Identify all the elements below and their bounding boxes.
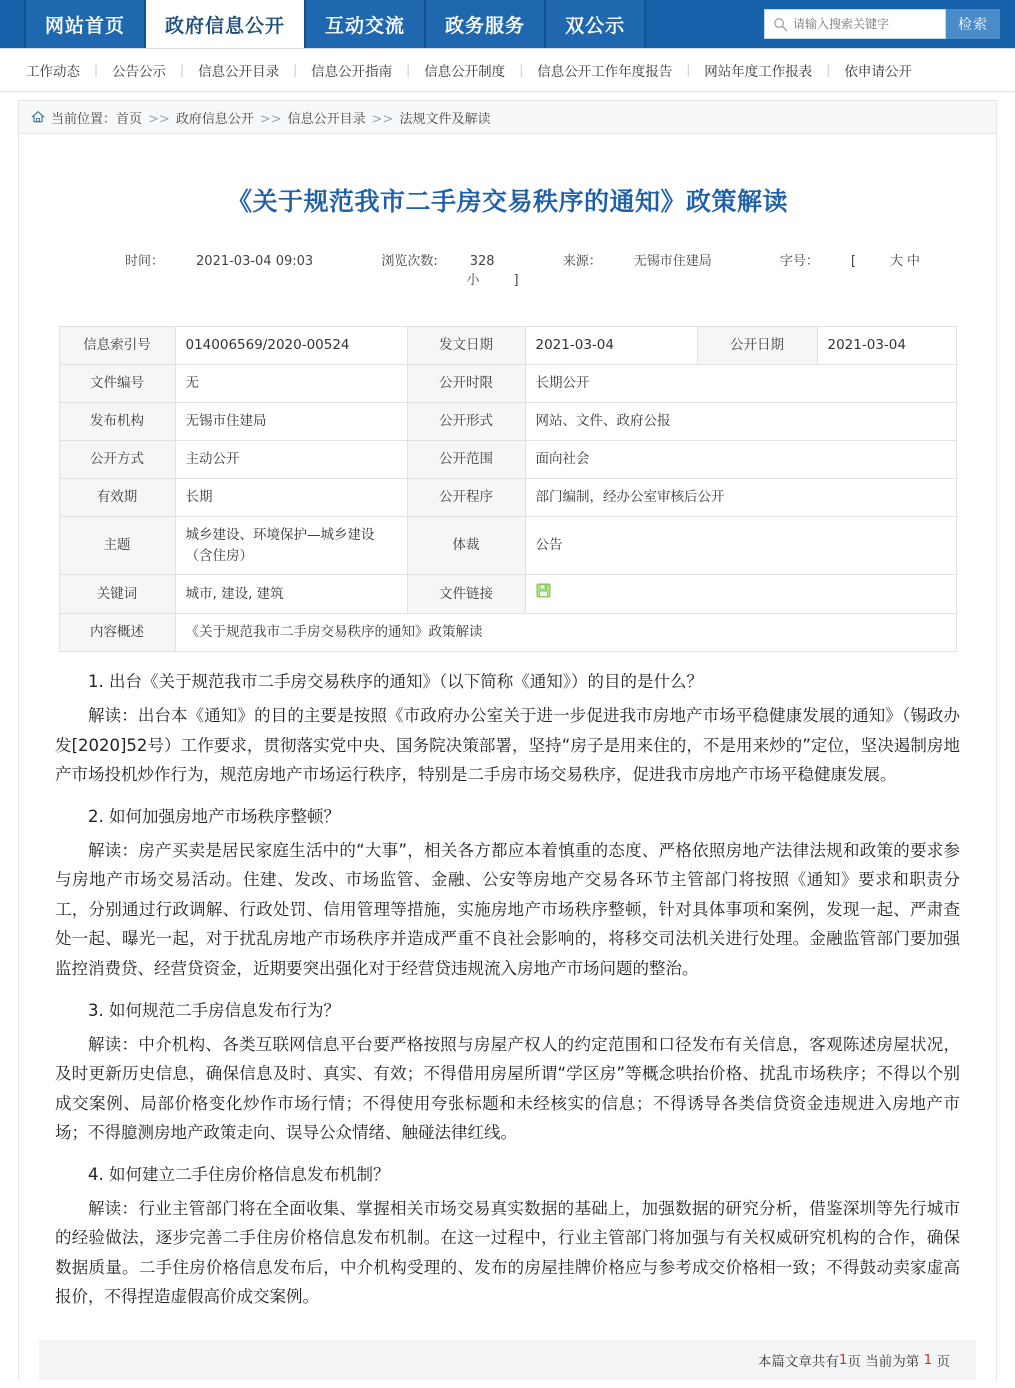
table-label-cell: 公开时限	[407, 364, 525, 402]
pager-prefix: 本篇文章共有	[757, 1353, 839, 1370]
font-size-bracket-open: [	[850, 254, 856, 269]
table-label-cell: 发布机构	[59, 402, 175, 440]
pager-current: 1	[923, 1351, 933, 1368]
breadcrumb-item-3[interactable]: 法规文件及解读	[399, 111, 491, 127]
subnav-item-4[interactable]: 信息公开制度	[424, 64, 506, 80]
table-value-cell: 城乡建设、环境保护—城乡建设（含住房）	[175, 516, 407, 575]
article-meta	[55, 250, 960, 288]
table-label-cell: 公开形式	[407, 402, 525, 440]
subnav-item-5[interactable]: 信息公开工作年度报告	[537, 64, 673, 80]
font-size-bracket-close: ]	[513, 273, 519, 288]
font-size-label: 字号：	[779, 254, 819, 269]
table-value-cell: 无	[175, 364, 407, 402]
font-size-option-小[interactable]: 小	[466, 273, 480, 288]
breadcrumb-prefix: 当前位置：	[51, 111, 117, 127]
subnav-separator: |	[180, 63, 185, 77]
floppy-disk-icon[interactable]	[536, 583, 551, 605]
table-label-cell: 公开日期	[697, 327, 817, 365]
subnav-separator: |	[686, 63, 691, 77]
table-value-cell: 2021-03-04	[817, 327, 956, 365]
meta-source-label: 来源：	[562, 254, 602, 269]
content-answer: 解读：出台本《通知》的目的主要是按照《市政府办公室关于进一步促进我市房地产市场平稳健康发展的通知》（锡政办发[2020]52号）工作要求，贯彻落实党中央、国务院决策部署，坚持“房子是用来住的，不是用来炒的”定位，坚决遏制房地产市场投机炒作行为，规范房地产市场运行秩序，特别是二手房市场交易秩序，促进我市房地产市场平稳健康发展。	[55, 706, 960, 784]
document-info-table	[59, 326, 957, 652]
pager-suffix: 页	[936, 1353, 950, 1370]
site-search	[764, 9, 1000, 39]
subnav-separator: |	[826, 63, 831, 77]
meta-views-label: 浏览次数:	[381, 254, 438, 269]
meta-source	[547, 254, 728, 269]
table-value-cell: 014006569/2020-00524	[175, 327, 407, 365]
table-label-cell: 关键词	[59, 575, 175, 614]
subnav-item-0[interactable]: 工作动态	[26, 64, 80, 80]
page-content-frame	[18, 100, 997, 1380]
table-label-cell: 公开程序	[407, 478, 525, 516]
subnav-separator: |	[293, 63, 298, 77]
content-question: 3. 如何规范二手房信息发布行为？	[88, 1000, 340, 1020]
meta-views-value: 328	[469, 254, 495, 269]
nav-item-2[interactable]: 互动交流	[306, 0, 426, 48]
subnav-separator: |	[94, 63, 99, 77]
table-value-cell: 公告	[525, 516, 956, 575]
subnav-item-6[interactable]: 网站年度工作报表	[704, 64, 813, 80]
table-value-cell: 长期公开	[525, 364, 956, 402]
table-row	[59, 575, 956, 614]
meta-source-value: 无锡市住建局	[633, 254, 712, 269]
breadcrumb-item-0[interactable]: 首页	[116, 111, 143, 127]
content-question: 1. 出台《关于规范我市二手房交易秩序的通知》（以下简称《通知》）的目的是什么？	[88, 672, 703, 692]
search-input[interactable]	[791, 17, 945, 31]
pager-mid: 页 当前为第	[847, 1353, 920, 1370]
table-value-cell: 面向社会	[525, 440, 956, 478]
secondary-navigation-bar	[0, 49, 1015, 92]
nav-item-4[interactable]: 双公示	[546, 0, 646, 48]
table-label-cell: 主题	[59, 516, 175, 575]
meta-time-value: 2021-03-04 09:03	[196, 254, 314, 269]
content-answer: 解读：行业主管部门将在全面收集、掌握相关市场交易真实数据的基础上，加强数据的研究分析，借鉴深圳等先行城市的经验做法，逐步完善二手住房价格信息发布机制。在这一过程中，行业主管部门将加强与有关权威研究机构的合作，确保数据质量。二手住房价格信息发布后，中介机构受理的、发布的房屋挂牌价格应与参考成交价格相一致；不得鼓动卖家虚高报价，不得捏造虚假高价成交案例。	[55, 1199, 960, 1307]
nav-item-3[interactable]: 政务服务	[426, 0, 546, 48]
table-value-cell: 长期	[175, 478, 407, 516]
article	[19, 182, 996, 1312]
nav-item-1[interactable]: 政府信息公开	[146, 0, 306, 48]
table-label-cell: 有效期	[59, 478, 175, 516]
table-value-cell: 主动公开	[175, 440, 407, 478]
table-row	[59, 364, 956, 402]
table-file-link-cell[interactable]	[525, 575, 956, 614]
content-answer: 解读：房产买卖是居民家庭生活中的“大事”，相关各方都应本着慎重的态度、严格依照房地产法律法规和政策的要求参与房地产市场交易活动。住建、发改、市场监管、金融、公安等房地产交易各环节主管部门将按照《通知》要求和职责分工，分别通过行政调解、行政处罚、信用管理等措施，实施房地产市场秩序整顿，针对具体事项和案例，发现一起、严肃查处一起、曝光一起，对于扰乱房地产市场秩序并造成严重不良社会影响的，将移交司法机关进行处理。金融监管部门要加强监控消费贷、经营贷资金，近期要突出强化对于经营贷违规流入房地产市场问题的整治。	[55, 841, 960, 978]
table-label-cell: 发文日期	[407, 327, 525, 365]
breadcrumb-separator: >>	[259, 111, 282, 127]
subnav-separator: |	[406, 63, 411, 77]
subnav-item-1[interactable]: 公告公示	[112, 64, 167, 80]
breadcrumb-separator: >>	[371, 111, 394, 127]
table-label-cell: 信息索引号	[59, 327, 175, 365]
table-value-cell: 《关于规范我市二手房交易秩序的通知》政策解读	[175, 614, 956, 652]
search-submit-button[interactable]: 检索	[946, 9, 1000, 39]
font-size-option-中[interactable]: 中	[906, 254, 920, 269]
table-label-cell: 文件链接	[407, 575, 525, 614]
font-size-option-大[interactable]: 大	[889, 254, 903, 269]
pager-total: 1	[838, 1351, 848, 1368]
top-navigation-bar	[0, 0, 1015, 49]
table-value-cell: 无锡市住建局	[175, 402, 407, 440]
breadcrumb-items	[116, 108, 490, 127]
table-label-cell: 内容概述	[59, 614, 175, 652]
breadcrumb-item-1[interactable]: 政府信息公开	[175, 111, 254, 127]
table-label-cell: 体裁	[407, 516, 525, 575]
breadcrumb	[19, 101, 996, 134]
table-row	[59, 478, 956, 516]
table-row	[59, 614, 956, 652]
subnav-item-3[interactable]: 信息公开指南	[311, 64, 393, 80]
table-value-cell: 城市, 建设, 建筑	[175, 575, 407, 614]
subnav-separator: |	[519, 63, 524, 77]
table-label-cell: 文件编号	[59, 364, 175, 402]
article-body	[55, 668, 960, 1311]
table-row	[59, 516, 956, 575]
subnav-item-7[interactable]: 依申请公开	[844, 64, 912, 80]
search-box[interactable]	[764, 9, 946, 39]
table-value-cell: 网站、文件、政府公报	[525, 402, 956, 440]
search-icon	[769, 17, 791, 32]
nav-left-padding	[0, 0, 24, 48]
primary-nav-items	[24, 0, 646, 48]
home-icon	[31, 110, 45, 124]
table-value-cell: 2021-03-04	[525, 327, 697, 365]
breadcrumb-item-2[interactable]: 信息公开目录	[287, 111, 366, 127]
table-label-cell: 公开方式	[59, 440, 175, 478]
content-question: 2. 如何加强房地产市场秩序整顿？	[88, 807, 340, 827]
table-row	[59, 402, 956, 440]
meta-views	[365, 254, 510, 269]
page-title: 《关于规范我市二手房交易秩序的通知》政策解读	[226, 187, 788, 216]
nav-item-0[interactable]: 网站首页	[24, 0, 146, 48]
content-question: 4. 如何建立二手住房价格信息发布机制？	[88, 1165, 390, 1185]
table-row	[59, 440, 956, 478]
meta-time	[109, 254, 329, 269]
content-answer: 解读：中介机构、各类互联网信息平台要严格按照与房屋产权人的约定范围和口径发布有关信息，客观陈述房屋状况，及时更新历史信息，确保信息及时、真实、有效；不得借用房屋所谓“学区房”等概念哄抬价格、扰乱市场秩序；不得以个别成交案例、局部价格变化炒作市场行情；不得使用夸张标题和未经核实的信息；不得诱导各类信贷资金违规进入房地产市场；不得臆测房地产政策走向、误导公众情绪、触碰法律红线。	[55, 1034, 960, 1142]
article-pager	[39, 1340, 976, 1380]
breadcrumb-separator: >>	[148, 111, 170, 127]
table-label-cell: 公开范围	[407, 440, 525, 478]
nav-spacer	[646, 0, 764, 48]
table-value-cell: 部门编制，经办公室审核后公开	[525, 478, 956, 516]
meta-time-label: 时间：	[125, 254, 165, 269]
table-row	[59, 327, 956, 365]
subnav-item-2[interactable]: 信息公开目录	[198, 64, 280, 80]
